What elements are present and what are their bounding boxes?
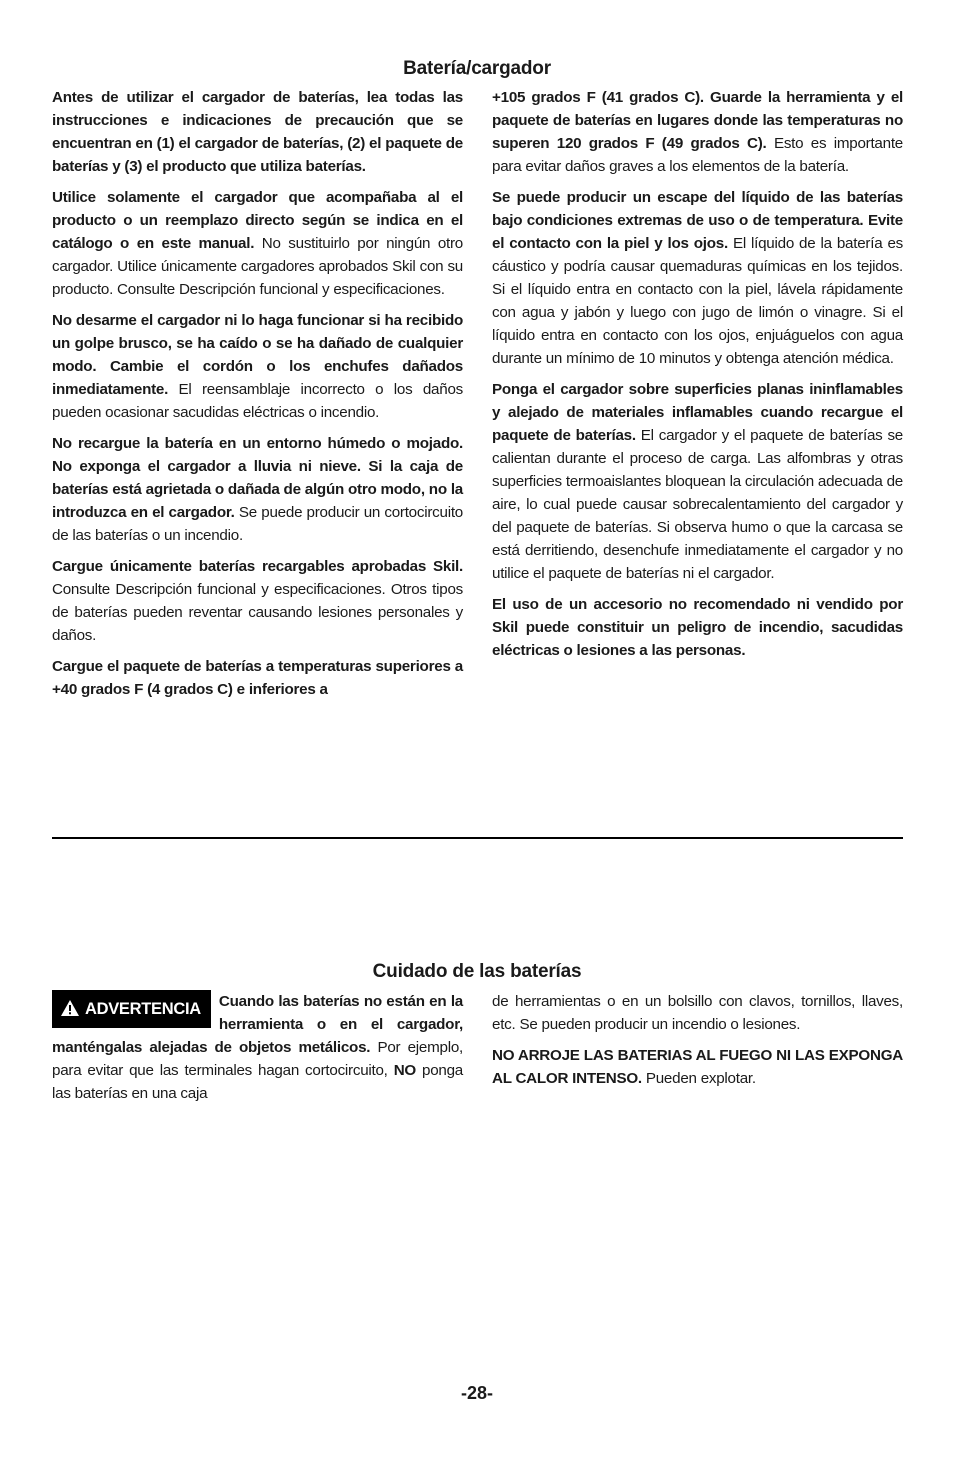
column-right-2 (492, 990, 903, 1098)
column-left-2 (52, 990, 463, 1113)
paragraph: ADVERTENCIA Cuando las baterías no están en la herramienta o en el cargador, manténgalas alejadas de objetos metálicos. Por ejemplo, para evitar que las terminales hagan cortocircuito, NO ponga las baterías en una caja (52, 990, 463, 1105)
section-heading-cuidado-baterias: Cuidado de las baterías (372, 961, 582, 982)
paragraph: Se puede producir un escape del líquido de las baterías bajo condiciones extremas de uso o de temperatura. Evite el contacto con la piel y los ojos. El líquido de la batería es cáustico y podría causar quemaduras químicas en los tejidos. Si el líquido entra en contacto con la piel, lávela rápidamente con agua y jabón y luego con jugo de limón o vinagre. Si el líquido entra en contacto con los ojos, enjuáguelos con agua durante un mínimo de 10 minutos y obtenga atención médica. (492, 189, 903, 367)
section-divider (52, 837, 903, 839)
paragraph: NO ARROJE LAS BATERIAS AL FUEGO NI LAS EXPONGA AL CALOR INTENSO. Pueden explotar. (492, 1047, 903, 1087)
warning-badge: ADVERTENCIA (52, 990, 211, 1028)
paragraph: Cargue únicamente baterías recargables aprobadas Skil. Consulte Descripción funcional y especificaciones. Otros tipos de baterías pueden reventar causando lesiones personales y daños. (52, 558, 463, 644)
paragraph: No recargue la batería en un entorno húmedo o mojado. No exponga el cargador a lluvia ni nieve. Si la caja de baterías está agrietada o dañada de algún otro modo, no la introduzca en el cargador. Se puede producir un cortocircuito de las baterías o un incendio. (52, 435, 463, 544)
column-right-1 (492, 86, 903, 670)
column-left-1 (52, 86, 463, 709)
section-heading-bateria-cargador: Batería/cargador (403, 58, 551, 79)
paragraph: de herramientas o en un bolsillo con clavos, tornillos, llaves, etc. Se pueden producir un incendio o lesiones. (492, 993, 903, 1033)
paragraph: El uso de un accesorio no recomendado ni vendido por Skil puede constituir un peligro de incendio, sacudidas eléctricas o lesiones a las personas. (492, 596, 903, 659)
paragraph: Antes de utilizar el cargador de baterías, lea todas las instrucciones e indicaciones de precaución que se encuentran en (1) el cargador de baterías, (2) el paquete de baterías y (3) el producto que utiliza baterías. (52, 89, 463, 175)
paragraph: +105 grados F (41 grados C). Guarde la herramienta y el paquete de baterías en lugares donde las temperaturas no superen 120 grados F (49 grados C). Esto es importante para evitar daños graves a los elementos de la batería. (492, 89, 903, 175)
page-number: -28- (460, 1383, 493, 1403)
paragraph: Cargue el paquete de baterías a temperaturas superiores a +40 grados F (4 grados C) e inferiores a (52, 658, 463, 698)
paragraph: No desarme el cargador ni lo haga funcionar si ha recibido un golpe brusco, se ha caído o se ha dañado de cualquier modo. Cambie el cordón o los enchufes dañados inmediatamente. El reensamblaje incorrecto o los daños pueden ocasionar sacudidas eléctricas o incendio. (52, 312, 463, 421)
warning-triangle-icon (60, 999, 80, 1017)
paragraph: Ponga el cargador sobre superficies planas ininflamables y alejado de materiales inflamables cuando recargue el paquete de baterías. El cargador y el paquete de baterías se calientan durante el proceso de carga. Las alfombras y otras superficies termoaislantes bloquean la circulación adecuada de aire, lo cual puede causar sobrecalentamiento del cargador y del paquete de baterías. Si observa humo o que la carcasa se está derritiendo, desenchufe inmediatamente el cargador y no utilice el paquete de baterías ni el cargador. (492, 381, 903, 582)
paragraph: Utilice solamente el cargador que acompañaba al el producto o un reemplazo directo según se indica en el catálogo o en este manual. No sustituirlo por ningún otro cargador. Utilice únicamente cargadores aprobados Skil con su producto. Consulte Descripción funcional y especificaciones. (52, 189, 463, 298)
